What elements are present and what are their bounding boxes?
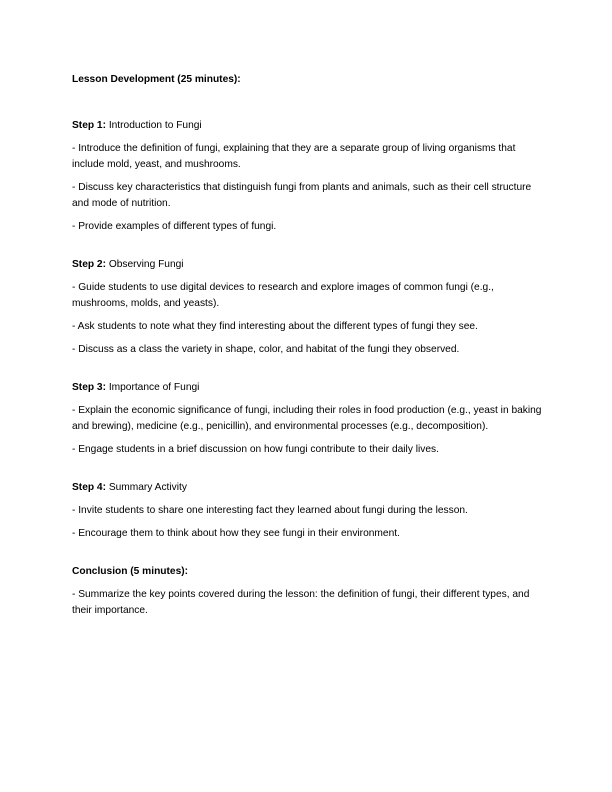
document-page: [72, 72, 542, 619]
step-2-title: Observing Fungi: [108, 259, 184, 270]
step-2-heading: [72, 257, 542, 273]
conclusion-section: [72, 564, 542, 619]
step-1-title: Introduction to Fungi: [108, 120, 202, 131]
step-1-heading: [72, 118, 542, 134]
step-3-section: [72, 380, 542, 458]
step-2-section: [72, 257, 542, 358]
step-2-item: - Discuss as a class the variety in shape, color, and habitat of the fungi they observed.: [72, 344, 460, 355]
step-3-title: Importance of Fungi: [108, 382, 200, 393]
step-1-item: - Provide examples of different types of fungi.: [72, 221, 277, 232]
step-1-label: Step 1:: [72, 120, 106, 131]
step-2-item: - Ask students to note what they find interesting about the different types of fungi they see.: [72, 321, 478, 332]
step-4-heading: [72, 480, 542, 496]
conclusion-item: - Summarize the key points covered during the lesson: the definition of fungi, their different types, and their importance.: [72, 589, 530, 616]
step-3-heading: [72, 380, 542, 396]
step-4-title: Summary Activity: [108, 482, 187, 493]
step-1-section: [72, 118, 542, 235]
step-4-label: Step 4:: [72, 482, 106, 493]
step-4-item: - Invite students to share one interesting fact they learned about fungi during the lesson.: [72, 505, 468, 516]
step-3-label: Step 3:: [72, 382, 106, 393]
lesson-development-heading: Lesson Development (25 minutes):: [72, 74, 241, 85]
step-4-section: [72, 480, 542, 542]
conclusion-heading: Conclusion (5 minutes):: [72, 566, 189, 577]
step-3-item: - Engage students in a brief discussion on how fungi contribute to their daily lives.: [72, 444, 439, 455]
step-2-label: Step 2:: [72, 259, 106, 270]
step-2-item: - Guide students to use digital devices to research and explore images of common fungi (e.g., mushrooms, molds, and yeasts).: [72, 282, 494, 309]
step-3-item: - Explain the economic significance of fungi, including their roles in food production (e.g., yeast in baking and brewing), medicine (e.g., penicillin), and environmental processes (e.g., decomposition).: [72, 405, 542, 432]
step-1-item: - Discuss key characteristics that distinguish fungi from plants and animals, such as their cell structure and mode of nutrition.: [72, 182, 532, 209]
step-4-item: - Encourage them to think about how they see fungi in their environment.: [72, 528, 400, 539]
step-1-item: - Introduce the definition of fungi, explaining that they are a separate group of living organisms that include mold, yeast, and mushrooms.: [72, 143, 516, 170]
